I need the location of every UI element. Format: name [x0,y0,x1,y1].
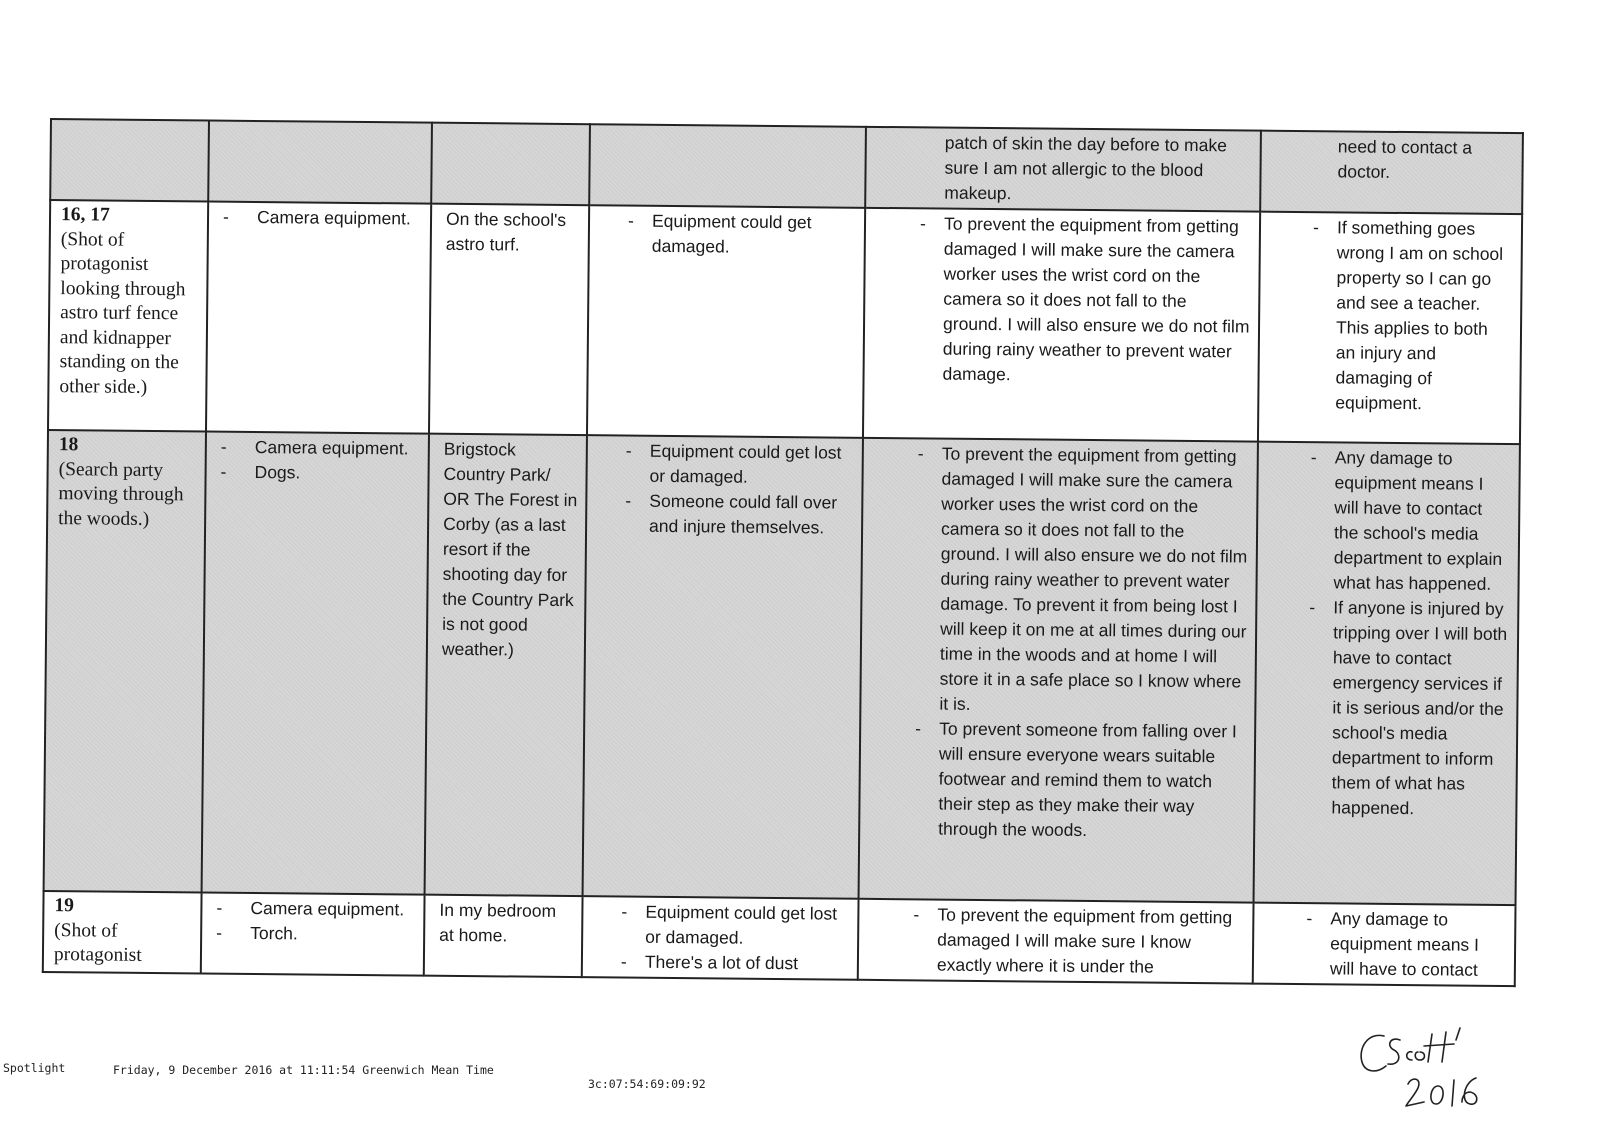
hazards-cell [583,435,863,899]
equipment-item: - Dogs. [216,460,419,487]
location-cell [431,123,590,206]
actions-continued-text: need to contact a doctor. [1337,136,1473,182]
location-text: On the school's astro turf. [445,208,567,255]
table-row-continued [50,119,1523,214]
footer-timestamp: Friday, 9 December 2016 at 11:11:54 Greenwich Mean Time [113,1063,494,1077]
scene-number: 19 [54,895,75,917]
scene-cell [44,430,206,892]
scene-description: (Shot of protagonist looking through astro turf fence and kidnapper standing on the other side.) [59,228,186,398]
precautions-cell [863,208,1260,442]
actions-cell [1258,212,1522,445]
action-item: - If anyone is injured by tripping over I will both have to contact emergency services if it is serious and/or the school's media department to inform them of what has happened. [1303,595,1509,822]
scene-cell [48,200,208,432]
precaution-item: - To prevent the equipment from getting damaged I will make sure the camera worker uses the wrist cord on the camera so it does not fall to the ground. I will also ensure we do not film during rainy weather to prevent water damage. To prevent it from being lost I will keep it on me at all times during our time in the woods and at home I will store it in a safe place so I know where it is. [911,441,1249,719]
location-cell [424,895,583,978]
signature-graphic [1356,1022,1496,1117]
hazard-item: - Equipment could get lost or damaged. [617,899,849,951]
scene-description: (Search party moving through the woods.) [58,458,184,530]
action-item: - Any damage to equipment means I will have to contact [1302,906,1507,983]
handwritten-signature [1356,1022,1496,1117]
hazards-cell [589,124,866,208]
precaution-item: - To prevent the equipment from getting damaged I will make sure the camera worker uses the wrist cord on the camera so it does not fall to the ground. I will also ensure we do not film during rainy weather to prevent water damage. [914,211,1251,389]
footer-app-name: Spotlight [3,1061,66,1075]
equipment-item: - Camera equipment. [217,435,420,462]
table-row-scene-19 [43,891,1516,986]
equipment-cell [206,202,431,434]
hazards-cell [587,205,865,438]
precaution-item: - To prevent the equipment from getting damaged I will make sure I know exactly where it is under the [909,902,1245,980]
hazards-cell [582,896,859,980]
risk-assessment-sheet [42,118,1530,992]
precautions-cell [859,438,1258,903]
equipment-item: - Camera equipment. [219,205,422,232]
action-item: - Any damage to equipment means I will have to contact the school's media department to explain what has happened. [1305,445,1510,597]
precautions-cell [865,127,1261,212]
precaution-item: - To prevent someone from falling over I will ensure everyone wears suitable footwear and remind them to watch their step as they make their way through the woods. [910,716,1246,844]
precautions-cell [858,899,1254,984]
footer-code: 3c:07:54:69:09:92 [588,1077,706,1091]
location-cell [429,204,589,436]
hazard-item: - There's a lot of dust [617,949,849,976]
equipment-item: - Camera equipment. [212,896,415,923]
location-cell [425,434,587,896]
equipment-cell [208,121,432,204]
equipment-item: - Torch. [212,921,415,948]
table-row-scene-16-17 [48,200,1522,444]
equipment-cell [201,892,425,975]
equipment-cell [202,432,429,895]
hazard-item: - Equipment could get lost or damaged. [621,439,853,491]
scene-cell [43,891,202,974]
precautions-continued-text: patch of skin the day before to make sure I am not allergic to the blood makeup. [944,132,1228,204]
actions-cell [1254,442,1520,905]
table-row-scene-18 [44,430,1520,905]
scene-cell [50,119,209,202]
actions-cell [1253,903,1516,987]
scene-number: 16, 17 [60,204,110,226]
action-item: - If something goes wrong I am on school property so I can go and see a teacher. This applies to both an injury and damaging of equipment. [1307,215,1513,417]
hazard-item: - Someone could fall over and injure themselves. [621,489,853,541]
location-text: Brigstock Country Park/ OR The Forest in Corby (as a last resort if the shooting day for the Country Park is not good weather.) [441,438,578,660]
location-text: In my bedroom at home. [439,899,557,946]
actions-cell [1260,131,1523,215]
scene-number: 18 [58,434,79,456]
risk-assessment-table [42,118,1524,987]
scene-description: (Shot of protagonist [53,919,142,966]
hazard-item: - Equipment could get damaged. [624,209,856,261]
